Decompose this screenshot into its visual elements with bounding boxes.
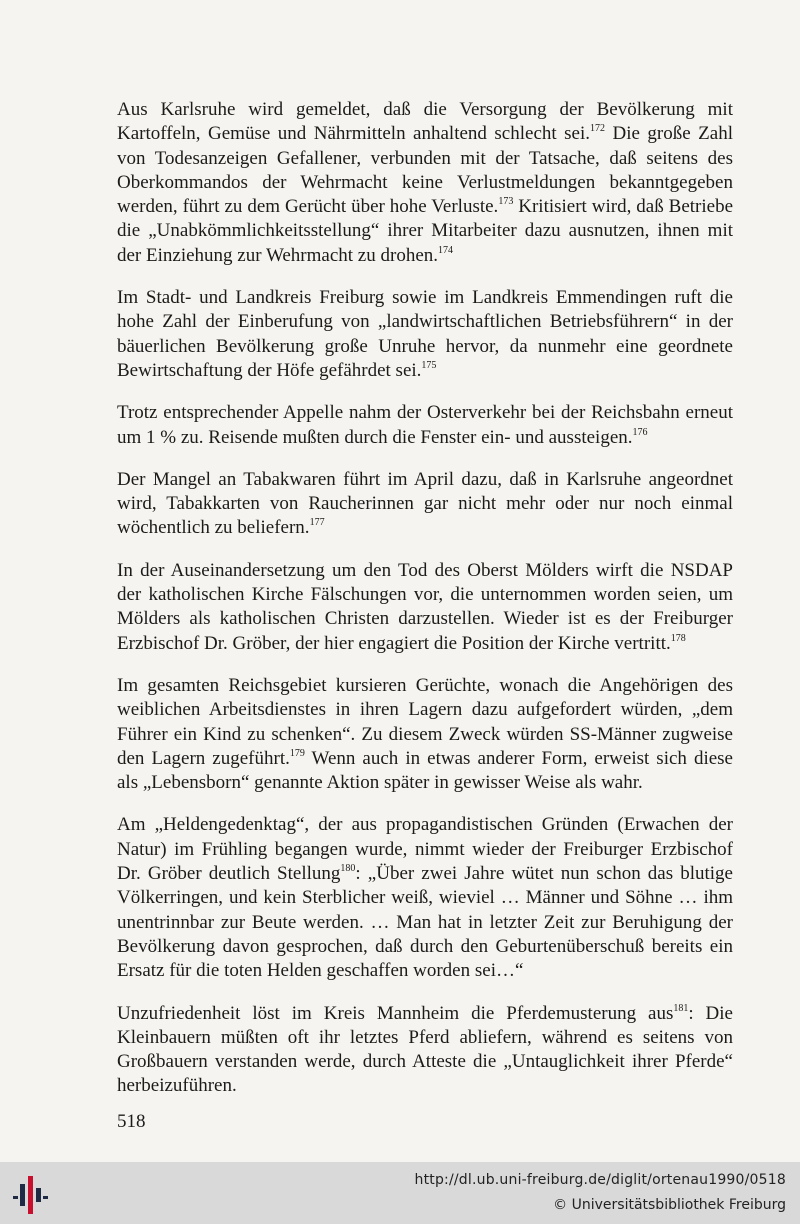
viewer-footer xyxy=(0,1162,800,1224)
copyright-notice: © Universitätsbibliothek Freiburg xyxy=(553,1197,786,1213)
paragraph-text: Unzufriedenheit löst im Kreis Mannheim die Pferdemusterung aus xyxy=(117,1002,674,1024)
paragraph xyxy=(117,813,733,983)
ub-freiburg-logo-icon[interactable] xyxy=(10,1172,50,1214)
footnote-reference: 181 xyxy=(673,1002,689,1014)
paragraph-text: : „Über zwei Jahre wütet nun schon das blutige Völkerringen, und kein Sterblicher weiß, wieviel … Männer und Söhne … ihm unentrinnbar zur Beute werden. … Man hat in letzter Zeit zur Beruhigung der Bevölkerung davon gesprochen, daß durch den Geburtenüberschuß bereits ein Ersatz für die toten Helden geschaffen worden sei…“ xyxy=(117,863,733,982)
paragraph-text: Im Stadt- und Landkreis Freiburg sowie im Landkreis Emmendingen ruft die hohe Zahl der Einberufung von „landwirtschaftlichen Betriebsführern“ in der bäuerlichen Bevölkerung große Unruhe hervor, da nunmehr eine geordnete Bewirtschaftung der Höfe gefährdet sei. xyxy=(117,287,733,381)
paragraph-text: Wenn auch in etwas anderer Form, erweist sich diese als „Lebensborn“ genannte Aktion später in gewisser Weise als wahr. xyxy=(117,747,733,794)
footnote-reference: 176 xyxy=(632,426,648,438)
paragraph xyxy=(117,286,733,383)
paragraph-text: Aus Karlsruhe wird gemeldet, daß die Versorgung der Bevölkerung mit Kartoffeln, Gemüse und Nährmitteln anhaltend schlecht sei. xyxy=(117,99,733,145)
body-text xyxy=(117,98,733,1117)
paragraph-text: In der Auseinandersetzung um den Tod des Oberst Mölders wirft die NSDAP der katholischen Kirche Fälschungen vor, die unternommen worden seien, um Mölders als katholischen Christen darzustellen. Wieder ist es der Freiburger Erzbischof Dr. Gröber, der hier engagiert die Position der Kirche vertritt. xyxy=(117,559,733,654)
footnote-reference: 180 xyxy=(340,863,356,875)
paragraph xyxy=(117,98,733,268)
paragraph-text: : Die Kleinbauern müßten oft ihr letztes Pferd abliefern, während es seitens von Großbauern verstanden werde, durch Atteste die „Untauglichkeit ihrer Pferde“ herbeizuführen. xyxy=(117,1002,733,1097)
paragraph xyxy=(117,674,733,795)
paragraph-text: Trotz entsprechender Appelle nahm der Osterverkehr bei der Reichsbahn erneut um 1 % zu. Reisende mußten durch die Fenster ein- und aussteigen. xyxy=(117,402,733,448)
paragraph-text: Der Mangel an Tabakwaren führt im April dazu, daß in Karlsruhe angeordnet wird, Tabakkarten von Raucherinnen gar nicht mehr oder nur noch einmal wöchentlich zu beliefern. xyxy=(117,468,733,539)
paragraph xyxy=(117,1002,733,1099)
paragraph-text: Kritisiert wird, daß Betriebe die „Unabkömmlichkeitsstellung“ ihrer Mitarbeiter dazu ausnutzen, ihnen mit der Einziehung zur Wehrmacht zu drohen. xyxy=(117,196,733,266)
source-url-link[interactable]: http://dl.ub.uni-freiburg.de/diglit/ortenau1990/0518 xyxy=(414,1172,786,1188)
footnote-reference: 174 xyxy=(438,244,453,256)
footnote-reference: 178 xyxy=(670,632,686,644)
footnote-reference: 173 xyxy=(498,196,514,208)
footnote-reference: 172 xyxy=(590,123,606,135)
footnote-reference: 177 xyxy=(309,517,325,529)
paragraph xyxy=(117,559,733,656)
footnote-reference: 175 xyxy=(421,359,437,371)
paragraph xyxy=(117,401,733,450)
paragraph-text: Die große Zahl von Todesanzeigen Gefallener, verbunden mit der Tatsache, daß seitens des Oberkommandos der Wehrmacht keine Verlustmeldungen bekanntgegeben werden, führt zu dem Gerücht über hohe Verluste. xyxy=(117,123,733,218)
paragraph-text: Im gesamten Reichsgebiet kursieren Gerüchte, wonach die Angehörigen des weiblichen Arbeitsdienstes in ihren Lagern dazu aufgefordert würden, „dem Führer ein Kind zu schenken“. Zu diesem Zweck würden SS-Männer zugweise den Lagern zugeführt. xyxy=(117,674,733,769)
page-number: 518 xyxy=(117,1111,146,1132)
footnote-reference: 179 xyxy=(289,747,305,759)
paragraph-text: Am „Heldengedenktag“, der aus propagandistischen Gründen (Erwachen der Natur) im Frühling begangen wurde, nimmt wieder der Freiburger Erzbischof Dr. Gröber deutlich Stellung xyxy=(117,814,733,885)
paragraph xyxy=(117,468,733,541)
